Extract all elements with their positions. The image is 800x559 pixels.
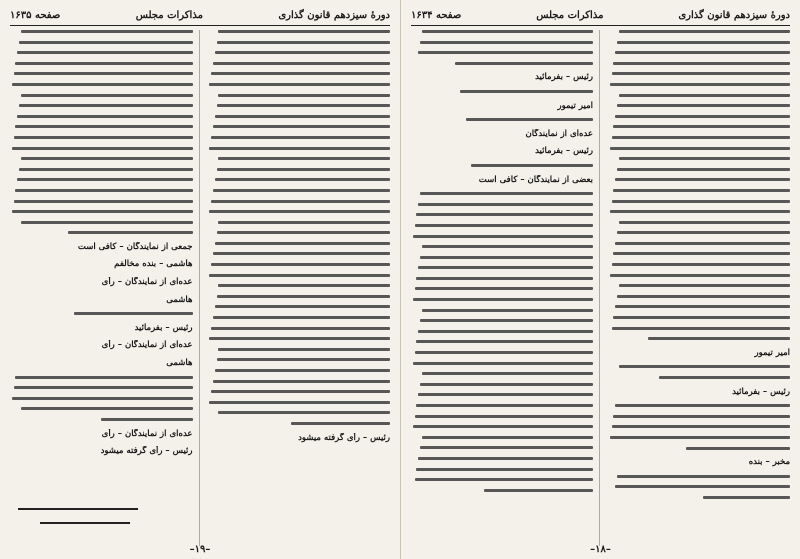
text-column bbox=[10, 30, 200, 546]
text-line bbox=[213, 316, 390, 319]
text-line bbox=[217, 168, 390, 171]
text-line bbox=[14, 386, 193, 389]
text-columns bbox=[10, 30, 390, 546]
text-line bbox=[215, 305, 390, 308]
text-line bbox=[617, 475, 790, 478]
text-line bbox=[415, 478, 593, 481]
speaker-line: عده‌ای از نمایندگان – رأی bbox=[101, 428, 193, 439]
text-line bbox=[209, 83, 390, 86]
speaker-line: مخبر – بنده bbox=[748, 457, 790, 468]
text-line bbox=[21, 221, 193, 224]
speaker-line: هاشمی bbox=[166, 294, 193, 305]
text-line bbox=[422, 30, 593, 33]
text-line bbox=[12, 147, 193, 150]
text-line bbox=[217, 104, 390, 107]
page-right bbox=[400, 0, 800, 559]
text-line bbox=[217, 295, 390, 298]
text-line bbox=[460, 90, 593, 93]
text-line bbox=[420, 383, 593, 386]
text-line bbox=[617, 231, 790, 234]
text-line bbox=[619, 30, 790, 33]
text-line bbox=[209, 401, 390, 404]
text-line bbox=[218, 348, 390, 351]
text-line bbox=[217, 41, 390, 44]
text-line bbox=[415, 351, 593, 354]
text-line bbox=[613, 252, 790, 255]
text-line bbox=[617, 295, 790, 298]
text-line bbox=[213, 189, 390, 192]
speaker-line: رئیس – بفرمائید bbox=[535, 146, 593, 157]
text-line bbox=[218, 284, 390, 287]
speaker-line: رئیس – رأی گرفته میشود bbox=[100, 446, 193, 457]
text-line bbox=[413, 298, 593, 301]
text-line bbox=[21, 407, 193, 410]
text-line bbox=[612, 425, 790, 428]
speaker-line: امیر تیمور bbox=[754, 347, 790, 358]
text-line bbox=[21, 157, 193, 160]
text-line bbox=[418, 330, 593, 333]
text-line bbox=[613, 125, 790, 128]
text-line bbox=[648, 337, 790, 340]
text-line bbox=[416, 213, 593, 216]
text-line bbox=[619, 365, 790, 368]
speaker-line: عده‌ای از نمایندگان – رأی bbox=[101, 340, 193, 351]
text-line bbox=[613, 316, 790, 319]
text-line bbox=[615, 242, 790, 245]
text-line bbox=[613, 415, 790, 418]
text-line bbox=[471, 164, 593, 167]
text-line bbox=[422, 372, 593, 375]
text-line bbox=[416, 468, 593, 471]
header-title: دورهٔ سیزدهم قانون گذاری bbox=[278, 9, 390, 21]
header-page-label: صفحه ۱۶۳۴ bbox=[411, 9, 462, 21]
text-line bbox=[615, 115, 790, 118]
text-line bbox=[218, 157, 390, 160]
text-line bbox=[418, 266, 593, 269]
text-line bbox=[420, 446, 593, 449]
text-line bbox=[422, 245, 593, 248]
speaker-line: عده‌ای از نمایندگان bbox=[525, 128, 593, 139]
text-line bbox=[12, 83, 193, 86]
text-line bbox=[610, 147, 790, 150]
text-line bbox=[619, 157, 790, 160]
text-line bbox=[101, 418, 192, 421]
header-page-label: صفحه ۱۶۳۵ bbox=[10, 9, 61, 21]
running-header bbox=[10, 8, 390, 26]
page-number: –۱۸– bbox=[590, 544, 611, 555]
text-line bbox=[703, 496, 790, 499]
text-line bbox=[613, 189, 790, 192]
text-line bbox=[209, 210, 390, 213]
speaker-line: رئیس – بفرمائید bbox=[535, 72, 593, 83]
text-line bbox=[217, 231, 390, 234]
text-line bbox=[413, 362, 593, 365]
text-line bbox=[615, 305, 790, 308]
text-line bbox=[418, 51, 593, 54]
text-line bbox=[415, 415, 593, 418]
text-line bbox=[612, 72, 790, 75]
text-line bbox=[215, 369, 390, 372]
speaker-line: امیر تیمور bbox=[557, 100, 593, 111]
text-line bbox=[422, 309, 593, 312]
text-line bbox=[612, 136, 790, 139]
header-title: دورهٔ سیزدهم قانون گذاری bbox=[678, 9, 790, 21]
text-line bbox=[413, 235, 593, 238]
text-line bbox=[209, 274, 390, 277]
text-column bbox=[411, 30, 600, 546]
text-line bbox=[413, 425, 593, 428]
text-line bbox=[218, 411, 390, 414]
text-line bbox=[17, 178, 192, 181]
text-line bbox=[420, 192, 593, 195]
text-line bbox=[211, 200, 390, 203]
text-line bbox=[19, 104, 192, 107]
text-line bbox=[466, 118, 593, 121]
text-line bbox=[12, 397, 193, 400]
text-line bbox=[215, 51, 390, 54]
text-line bbox=[14, 200, 193, 203]
text-line bbox=[21, 30, 193, 33]
text-line bbox=[610, 274, 790, 277]
text-line bbox=[15, 189, 192, 192]
text-line bbox=[484, 489, 593, 492]
text-line bbox=[659, 376, 790, 379]
header-subtitle: مذاکرات مجلس bbox=[536, 9, 604, 21]
text-line bbox=[211, 390, 390, 393]
speaker-line: رئیس – بفرمائید bbox=[732, 386, 790, 397]
text-line bbox=[615, 404, 790, 407]
text-line bbox=[610, 436, 790, 439]
text-columns bbox=[411, 30, 790, 546]
text-line bbox=[612, 327, 790, 330]
text-line bbox=[418, 457, 593, 460]
text-line bbox=[615, 485, 790, 488]
text-line bbox=[619, 284, 790, 287]
text-line bbox=[209, 147, 390, 150]
text-line bbox=[12, 210, 193, 213]
text-line bbox=[215, 115, 390, 118]
text-line bbox=[612, 263, 790, 266]
speaker-line: عده‌ای از نمایندگان – رأی bbox=[101, 277, 193, 288]
text-line bbox=[17, 115, 192, 118]
text-line bbox=[211, 136, 390, 139]
text-line bbox=[15, 376, 192, 379]
text-line bbox=[420, 319, 593, 322]
text-line bbox=[617, 168, 790, 171]
text-line bbox=[74, 312, 193, 315]
text-line bbox=[15, 62, 192, 65]
text-line bbox=[416, 277, 593, 280]
text-line bbox=[418, 393, 593, 396]
text-line bbox=[617, 104, 790, 107]
text-line bbox=[14, 72, 193, 75]
speaker-line: جمعی از نمایندگان – کافی است bbox=[77, 241, 193, 252]
text-line bbox=[19, 168, 192, 171]
text-line bbox=[21, 94, 193, 97]
text-line bbox=[455, 62, 593, 65]
text-line bbox=[619, 94, 790, 97]
text-line bbox=[416, 340, 593, 343]
text-line bbox=[213, 125, 390, 128]
text-line bbox=[610, 210, 790, 213]
running-header bbox=[411, 8, 790, 26]
text-line bbox=[17, 51, 192, 54]
text-line bbox=[420, 41, 593, 44]
text-line bbox=[209, 337, 390, 340]
text-line bbox=[213, 380, 390, 383]
text-line bbox=[619, 221, 790, 224]
text-line bbox=[218, 30, 390, 33]
text-line bbox=[218, 94, 390, 97]
text-column bbox=[208, 30, 391, 546]
text-line bbox=[218, 221, 390, 224]
speaker-line: رئیس – بفرمائید bbox=[134, 322, 193, 333]
text-line bbox=[211, 72, 390, 75]
text-line bbox=[211, 263, 390, 266]
speaker-line: هاشمی bbox=[166, 358, 193, 369]
text-line bbox=[19, 41, 192, 44]
text-line bbox=[211, 327, 390, 330]
speaker-line: رئیس – رأی گرفته میشود bbox=[298, 432, 390, 443]
text-line bbox=[612, 200, 790, 203]
text-line bbox=[610, 83, 790, 86]
text-line bbox=[215, 178, 390, 181]
text-line bbox=[415, 224, 593, 227]
text-line bbox=[68, 231, 192, 234]
text-line bbox=[613, 62, 790, 65]
text-column bbox=[608, 30, 790, 546]
pen-underline-mark bbox=[40, 522, 130, 524]
text-line bbox=[418, 203, 593, 206]
text-line bbox=[615, 51, 790, 54]
speaker-line: بعضی از نمایندگان – کافی است bbox=[478, 174, 593, 185]
text-line bbox=[415, 287, 593, 290]
text-line bbox=[615, 178, 790, 181]
text-line bbox=[420, 256, 593, 259]
text-line bbox=[217, 358, 390, 361]
speaker-line: هاشمی – بنده مخالفم bbox=[114, 259, 193, 270]
text-line bbox=[14, 136, 193, 139]
pen-underline-mark bbox=[18, 508, 138, 510]
text-line bbox=[291, 422, 390, 425]
text-line bbox=[213, 252, 390, 255]
page-number: –۱۹– bbox=[189, 544, 211, 555]
text-line bbox=[422, 436, 593, 439]
text-line bbox=[617, 41, 790, 44]
text-line bbox=[215, 242, 390, 245]
text-line bbox=[416, 404, 593, 407]
text-line bbox=[686, 447, 790, 450]
text-line bbox=[15, 125, 192, 128]
text-line bbox=[213, 62, 390, 65]
header-subtitle: مذاکرات مجلس bbox=[135, 9, 203, 21]
